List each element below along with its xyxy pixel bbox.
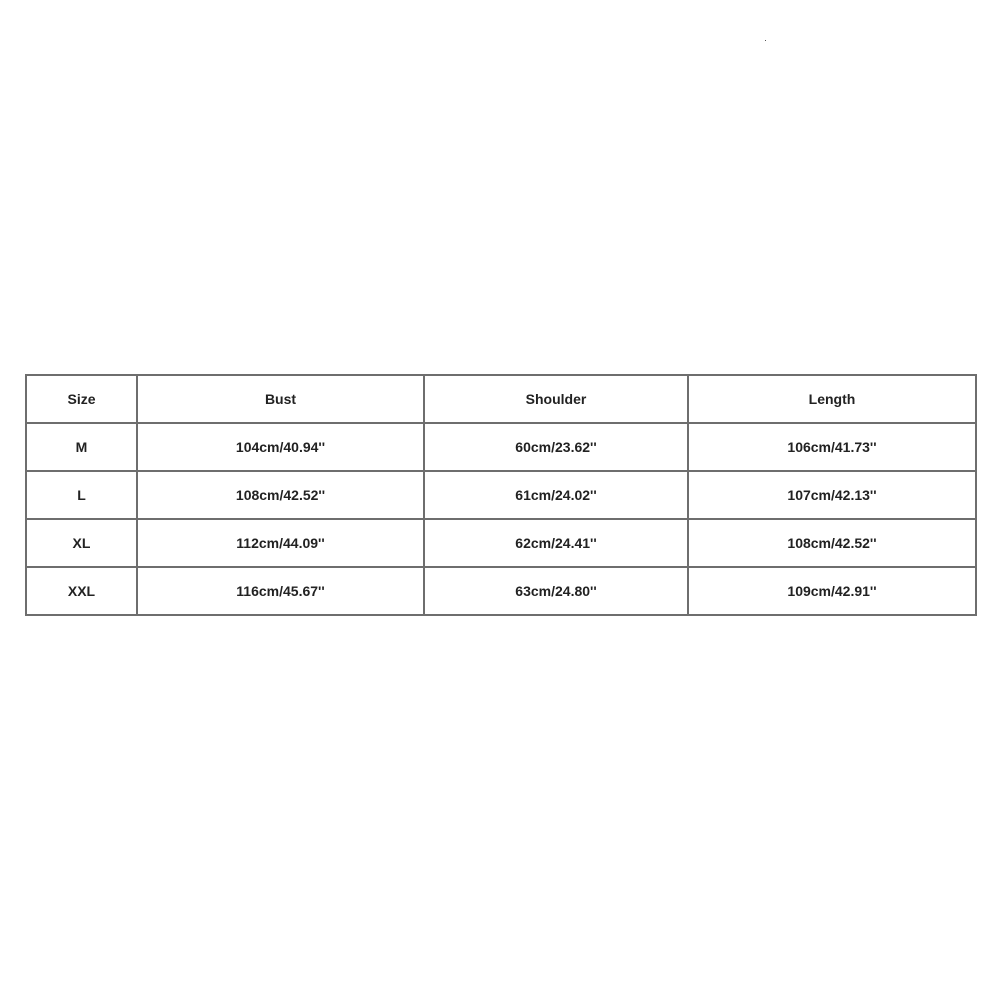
header-length: Length: [688, 375, 976, 423]
header-bust: Bust: [137, 375, 424, 423]
cell-length: 108cm/42.52'': [688, 519, 976, 567]
cell-shoulder: 61cm/24.02'': [424, 471, 688, 519]
table-header-row: [26, 375, 976, 423]
cell-length: 109cm/42.91'': [688, 567, 976, 615]
cell-shoulder: 62cm/24.41'': [424, 519, 688, 567]
cell-bust: 116cm/45.67'': [137, 567, 424, 615]
cell-bust: 108cm/42.52'': [137, 471, 424, 519]
cell-shoulder: 60cm/23.62'': [424, 423, 688, 471]
cell-size: L: [26, 471, 137, 519]
table-row: [26, 519, 976, 567]
table-row: [26, 423, 976, 471]
cell-size: M: [26, 423, 137, 471]
cell-bust: 104cm/40.94'': [137, 423, 424, 471]
cell-shoulder: 63cm/24.80'': [424, 567, 688, 615]
header-shoulder: Shoulder: [424, 375, 688, 423]
cell-bust: 112cm/44.09'': [137, 519, 424, 567]
cell-size: XL: [26, 519, 137, 567]
header-size: Size: [26, 375, 137, 423]
cell-length: 107cm/42.13'': [688, 471, 976, 519]
size-chart-table: [25, 374, 977, 616]
table-row: [26, 567, 976, 615]
table-row: [26, 471, 976, 519]
image-artifact-dot: [765, 40, 766, 41]
cell-length: 106cm/41.73'': [688, 423, 976, 471]
cell-size: XXL: [26, 567, 137, 615]
